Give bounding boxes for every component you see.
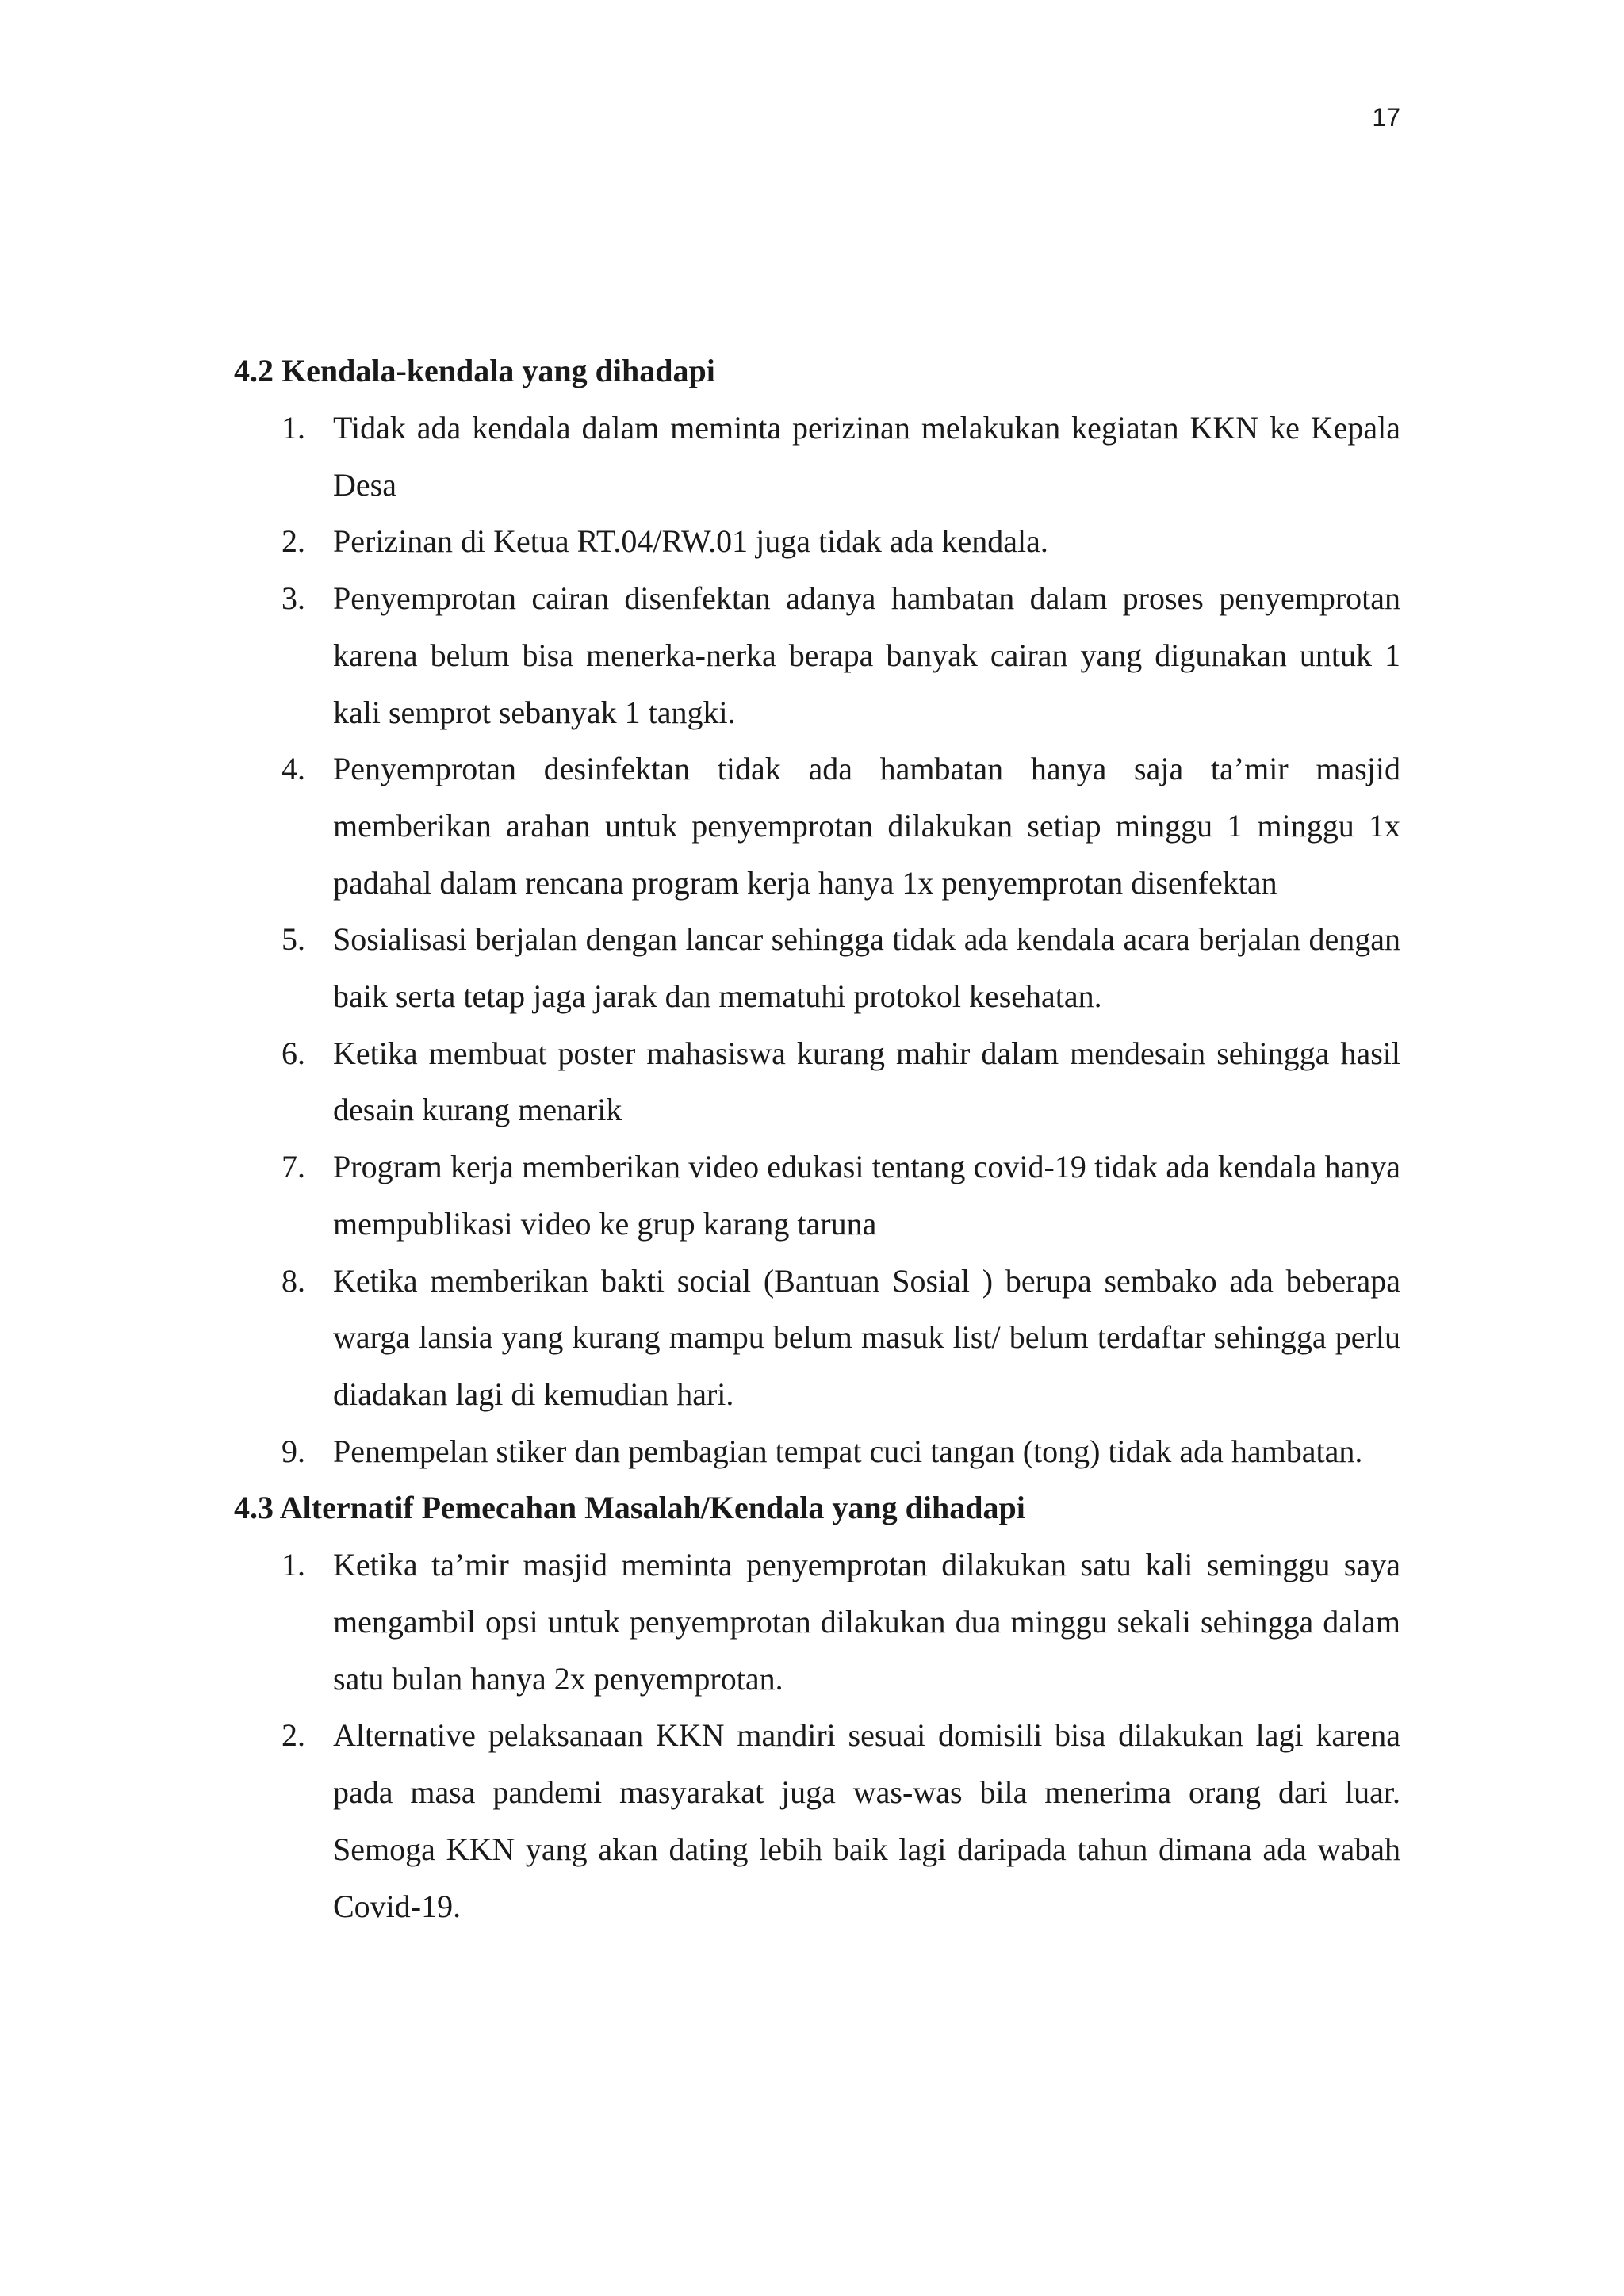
list-item [234, 400, 1400, 513]
list-item [234, 1536, 1400, 1707]
list-item-text: Ketika memberikan bakti social (Bantuan Sosial ) berupa sembako ada beberapa warga lansia yang kurang mampu belum masuk list/ belum terdaftar sehingga perlu diadakan lagi di kemudian hari. [333, 1262, 1400, 1412]
document-body [234, 342, 1400, 1934]
list-item-number: 6. [282, 1035, 305, 1071]
list-item [234, 911, 1400, 1024]
list-item [234, 1423, 1400, 1480]
list-item-text: Tidak ada kendala dalam meminta perizinan melakukan kegiatan KKN ke Kepala Desa [333, 410, 1400, 503]
list-item-text: Alternative pelaksanaan KKN mandiri sesuai domisili bisa dilakukan lagi karena pada masa pandemi masyarakat juga was-was bila menerima orang dari luar. Semoga KKN yang akan dating lebih baik lagi daripada tahun dimana ada wabah Covid-19. [333, 1717, 1400, 1924]
list-item-text: Ketika membuat poster mahasiswa kurang mahir dalam mendesain sehingga hasil desain kurang menarik [333, 1035, 1400, 1128]
section-heading-4-3: 4.3 Alternatif Pemecahan Masalah/Kendala yang dihadapi [234, 1490, 1025, 1526]
list-item-text: Sosialisasi berjalan dengan lancar sehingga tidak ada kendala acara berjalan dengan baik serta tetap jaga jarak dan mematuhi protokol kesehatan. [333, 921, 1400, 1015]
list-item-number: 5. [282, 921, 305, 958]
list-item-text: Ketika ta’mir masjid meminta penyemprotan dilakukan satu kali seminggu saya mengambil opsi untuk penyemprotan dilakukan dua minggu sekali sehingga dalam satu bulan hanya 2x penyemprotan. [333, 1547, 1400, 1697]
list-item-text: Program kerja memberikan video edukasi tentang covid-19 tidak ada kendala hanya mempublikasi video ke grup karang taruna [333, 1149, 1400, 1242]
list-item [234, 1707, 1400, 1934]
list-item-number: 2. [282, 1717, 305, 1754]
section-heading-4-2: 4.2 Kendala-kendala yang dihadapi [234, 353, 715, 388]
list-item [234, 513, 1400, 570]
list-item-number: 2. [282, 523, 305, 560]
list-item-number: 1. [282, 1547, 305, 1583]
list-item [234, 1253, 1400, 1423]
list-item-number: 4. [282, 751, 305, 787]
list-item [234, 740, 1400, 911]
list-item-number: 3. [282, 580, 305, 617]
list-item-number: 1. [282, 410, 305, 446]
list-item-number: 7. [282, 1149, 305, 1185]
list-item-text: Penyemprotan desinfektan tidak ada hambatan hanya saja ta’mir masjid memberikan arahan untuk penyemprotan dilakukan setiap minggu 1 minggu 1x padahal dalam rencana program kerja hanya 1x penyemprotan disenfektan [333, 751, 1400, 901]
kendala-list [234, 400, 1400, 1479]
list-item-number: 9. [282, 1433, 305, 1469]
list-item [234, 1025, 1400, 1138]
list-item-text: Penyemprotan cairan disenfektan adanya hambatan dalam proses penyemprotan karena belum bisa menerka-nerka berapa banyak cairan yang digunakan untuk 1 kali semprot sebanyak 1 tangki. [333, 580, 1400, 730]
list-item [234, 570, 1400, 740]
page-number: 17 [1372, 103, 1400, 132]
alternatif-list [234, 1536, 1400, 1934]
list-item-text: Penempelan stiker dan pembagian tempat cuci tangan (tong) tidak ada hambatan. [333, 1433, 1363, 1469]
list-item-text: Perizinan di Ketua RT.04/RW.01 juga tidak ada kendala. [333, 523, 1048, 560]
list-item-number: 8. [282, 1262, 305, 1299]
list-item [234, 1138, 1400, 1252]
